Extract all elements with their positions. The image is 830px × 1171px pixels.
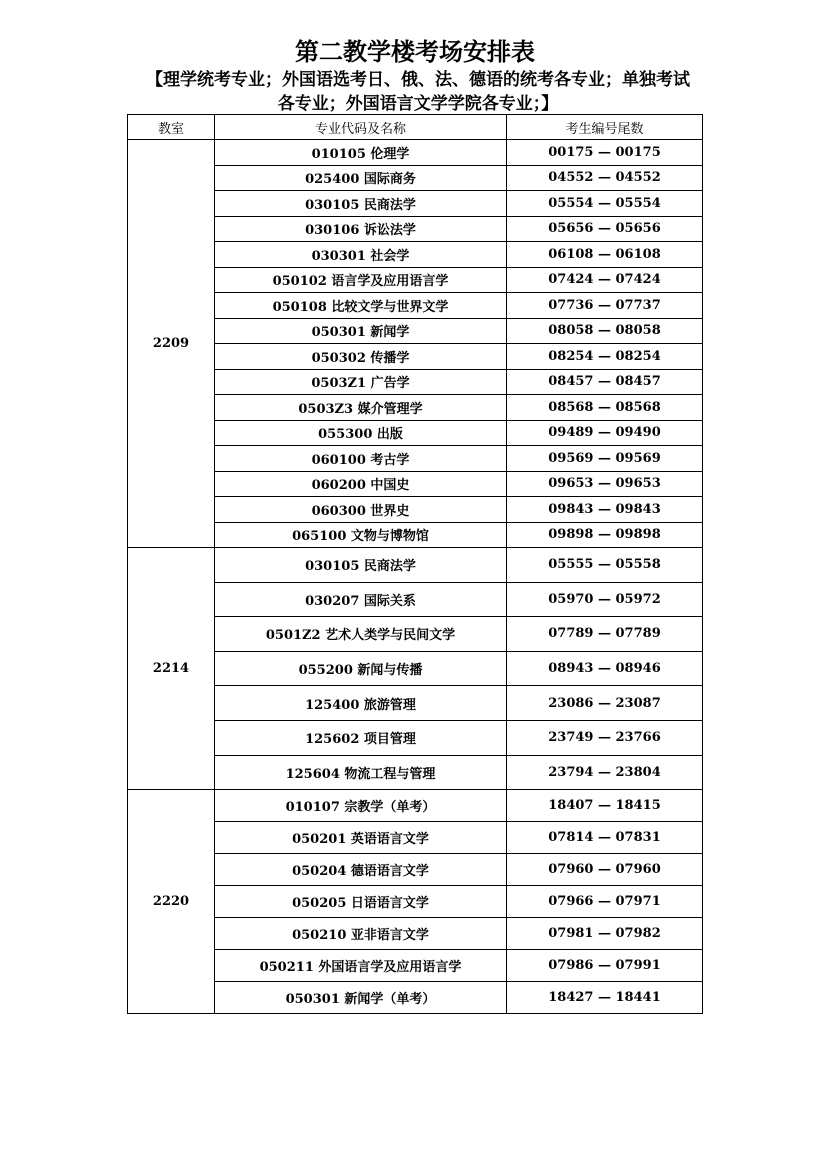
- major-cell: 050102 语言学及应用语言学: [215, 267, 507, 293]
- range-cell: 09569 — 09569: [507, 446, 703, 472]
- major-cell: 060100 考古学: [215, 446, 507, 472]
- range-cell: 07966 — 07971: [507, 886, 703, 918]
- room-cell: 2220: [128, 790, 215, 1014]
- table-row: [128, 344, 703, 370]
- room-cell: 2214: [128, 548, 215, 790]
- range-cell: 18427 — 18441: [507, 982, 703, 1014]
- major-cell: 055200 新闻与传播: [215, 651, 507, 686]
- table-row: [128, 582, 703, 617]
- exam-room-table: [127, 114, 703, 1014]
- table-row: [128, 822, 703, 854]
- range-cell: 07424 — 07424: [507, 267, 703, 293]
- table-body: [128, 140, 703, 1014]
- range-cell: 07960 — 07960: [507, 854, 703, 886]
- table-row: [128, 548, 703, 583]
- range-cell: 07789 — 07789: [507, 617, 703, 652]
- table-row: [128, 446, 703, 472]
- table-row: [128, 395, 703, 421]
- table-row: [128, 982, 703, 1014]
- range-cell: 00175 — 00175: [507, 140, 703, 166]
- table-row: [128, 191, 703, 217]
- range-cell: 06108 — 06108: [507, 242, 703, 268]
- range-cell: 23086 — 23087: [507, 686, 703, 721]
- table-row: [128, 720, 703, 755]
- range-cell: 04552 — 04552: [507, 165, 703, 191]
- table-row: [128, 140, 703, 166]
- table-row: [128, 497, 703, 523]
- major-cell: 055300 出版: [215, 420, 507, 446]
- range-cell: 23794 — 23804: [507, 755, 703, 790]
- major-cell: 0503Z3 媒介管理学: [215, 395, 507, 421]
- range-cell: 09898 — 09898: [507, 522, 703, 548]
- major-cell: 025400 国际商务: [215, 165, 507, 191]
- range-cell: 09489 — 09490: [507, 420, 703, 446]
- header-range: 考生编号尾数: [507, 115, 703, 140]
- table-row: [128, 471, 703, 497]
- major-cell: 050301 新闻学（单考）: [215, 982, 507, 1014]
- range-cell: 08254 — 08254: [507, 344, 703, 370]
- range-cell: 07736 — 07737: [507, 293, 703, 319]
- table-row: [128, 790, 703, 822]
- page-title: 第二教学楼考场安排表: [295, 37, 535, 66]
- major-cell: 030105 民商法学: [215, 191, 507, 217]
- range-cell: 09843 — 09843: [507, 497, 703, 523]
- table-row: [128, 293, 703, 319]
- major-cell: 125400 旅游管理: [215, 686, 507, 721]
- range-cell: 18407 — 18415: [507, 790, 703, 822]
- range-cell: 07986 — 07991: [507, 950, 703, 982]
- table-row: [128, 918, 703, 950]
- range-cell: 08457 — 08457: [507, 369, 703, 395]
- table-row: [128, 242, 703, 268]
- major-cell: 050201 英语语言文学: [215, 822, 507, 854]
- major-cell: 030105 民商法学: [215, 548, 507, 583]
- range-cell: 07814 — 07831: [507, 822, 703, 854]
- major-cell: 010107 宗教学（单考）: [215, 790, 507, 822]
- range-cell: 05555 — 05558: [507, 548, 703, 583]
- major-cell: 030301 社会学: [215, 242, 507, 268]
- range-cell: 05554 — 05554: [507, 191, 703, 217]
- room-cell: 2209: [128, 140, 215, 548]
- header-room: 教室: [128, 115, 215, 140]
- major-cell: 050211 外国语言学及应用语言学: [215, 950, 507, 982]
- range-cell: 08568 — 08568: [507, 395, 703, 421]
- table-row: [128, 267, 703, 293]
- table-row: [128, 854, 703, 886]
- page-subtitle: 【理学统考专业；外国语选考日、俄、法、德语的统考各专业；单独考试各专业；外国语言文学学院各专业；】: [146, 70, 690, 114]
- major-cell: 050301 新闻学: [215, 318, 507, 344]
- table-row: [128, 886, 703, 918]
- range-cell: 08943 — 08946: [507, 651, 703, 686]
- major-cell: 060300 世界史: [215, 497, 507, 523]
- range-cell: 05970 — 05972: [507, 582, 703, 617]
- major-cell: 0501Z2 艺术人类学与民间文学: [215, 617, 507, 652]
- range-cell: 08058 — 08058: [507, 318, 703, 344]
- major-cell: 060200 中国史: [215, 471, 507, 497]
- range-cell: 07981 — 07982: [507, 918, 703, 950]
- table-header-row: [128, 115, 703, 140]
- table-row: [128, 420, 703, 446]
- major-cell: 050108 比较文学与世界文学: [215, 293, 507, 319]
- table-row: [128, 686, 703, 721]
- table-row: [128, 950, 703, 982]
- table-row: [128, 617, 703, 652]
- table-row: [128, 522, 703, 548]
- major-cell: 050302 传播学: [215, 344, 507, 370]
- major-cell: 030207 国际关系: [215, 582, 507, 617]
- table-row: [128, 318, 703, 344]
- major-cell: 065100 文物与博物馆: [215, 522, 507, 548]
- header-major: 专业代码及名称: [215, 115, 507, 140]
- major-cell: 050210 亚非语言文学: [215, 918, 507, 950]
- major-cell: 0503Z1 广告学: [215, 369, 507, 395]
- major-cell: 050205 日语语言文学: [215, 886, 507, 918]
- major-cell: 030106 诉讼法学: [215, 216, 507, 242]
- major-cell: 050204 德语语言文学: [215, 854, 507, 886]
- range-cell: 05656 — 05656: [507, 216, 703, 242]
- major-cell: 125604 物流工程与管理: [215, 755, 507, 790]
- major-cell: 010105 伦理学: [215, 140, 507, 166]
- table-row: [128, 165, 703, 191]
- major-cell: 125602 项目管理: [215, 720, 507, 755]
- table-row: [128, 216, 703, 242]
- table-row: [128, 651, 703, 686]
- table-row: [128, 755, 703, 790]
- table-row: [128, 369, 703, 395]
- range-cell: 23749 — 23766: [507, 720, 703, 755]
- range-cell: 09653 — 09653: [507, 471, 703, 497]
